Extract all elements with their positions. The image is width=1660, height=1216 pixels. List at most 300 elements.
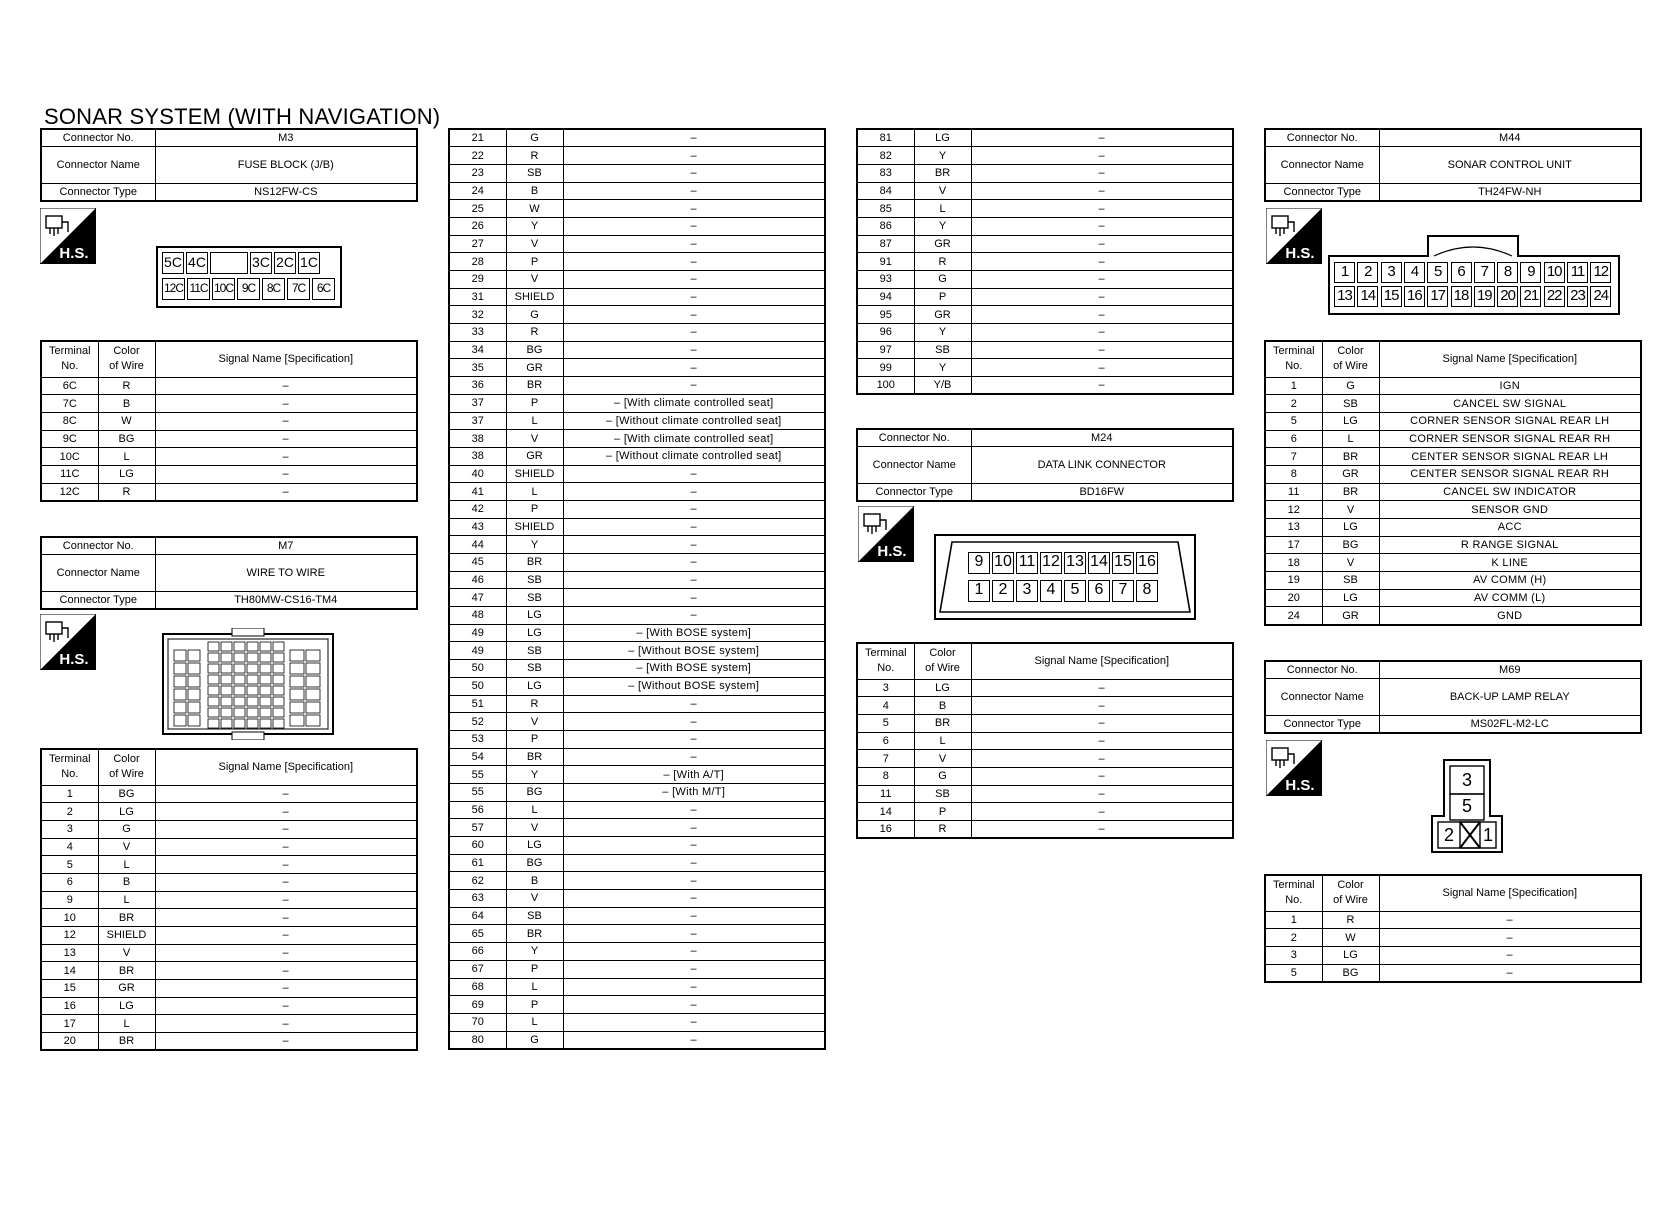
signal-name: – (971, 697, 1233, 715)
table-row (449, 500, 825, 518)
signal-name: GND (1379, 607, 1641, 625)
terminal-no: 93 (857, 271, 914, 289)
signal-name: AV COMM (H) (1379, 572, 1641, 590)
wire-color: P (506, 960, 563, 978)
signal-name: – (563, 748, 825, 766)
terminal-no: 21 (449, 129, 506, 147)
signal-name: – (563, 554, 825, 572)
signal-name: – (1379, 911, 1641, 929)
signal-name: – (563, 147, 825, 165)
terminal-no: 83 (857, 164, 914, 182)
signal-name: – (563, 465, 825, 483)
m44-pin: 24 (1590, 286, 1611, 307)
signal-name: AV COMM (L) (1379, 589, 1641, 607)
wire-color: LG (1322, 589, 1379, 607)
m44-name: SONAR CONTROL UNIT (1379, 147, 1641, 184)
terminal-no: 48 (449, 607, 506, 625)
m69-name: BACK-UP LAMP RELAY (1379, 679, 1641, 716)
m44-pin: 22 (1544, 286, 1565, 307)
m44-pin: 4 (1404, 262, 1425, 283)
signal-name: – [Without climate controlled seat] (563, 447, 825, 465)
signal-name: – (1379, 964, 1641, 982)
terminal-no: 9C (41, 430, 98, 448)
terminal-no: 27 (449, 235, 506, 253)
m3-type: NS12FW-CS (155, 184, 417, 202)
wire-color: BR (506, 748, 563, 766)
m24-pin: 11 (1016, 552, 1038, 574)
table-row (449, 306, 825, 324)
table-row (857, 377, 1233, 395)
signal-name: – (971, 129, 1233, 147)
terminal-no: 19 (1265, 572, 1322, 590)
terminal-no: 9 (41, 891, 98, 909)
table-row (41, 944, 417, 962)
wire-color: P (914, 288, 971, 306)
table-row (1265, 589, 1641, 607)
table-row (857, 217, 1233, 235)
table-row (41, 838, 417, 856)
table-row (449, 571, 825, 589)
terminal-no: 3 (1265, 946, 1322, 964)
terminal-no: 1 (41, 785, 98, 803)
signal-name: – (971, 785, 1233, 803)
wire-color: L (506, 1013, 563, 1031)
signal-name: – (971, 235, 1233, 253)
table-row (449, 412, 825, 430)
wire-color: B (506, 182, 563, 200)
terminal-no: 2 (1265, 929, 1322, 947)
signal-name: – (563, 801, 825, 819)
wire-color: L (506, 412, 563, 430)
signal-name: – (563, 571, 825, 589)
signal-name: ACC (1379, 519, 1641, 537)
wire-color: G (914, 271, 971, 289)
table-row (1265, 412, 1641, 430)
m44-pin: 16 (1404, 286, 1425, 307)
terminal-no: 68 (449, 978, 506, 996)
terminal-no: 36 (449, 377, 506, 395)
terminal-no: 96 (857, 324, 914, 342)
terminal-no: 49 (449, 624, 506, 642)
table-row (449, 907, 825, 925)
signal-name: – (563, 536, 825, 554)
wire-color: L (506, 801, 563, 819)
signal-name: – (563, 359, 825, 377)
table-row (449, 518, 825, 536)
signal-name: CENTER SENSOR SIGNAL REAR LH (1379, 448, 1641, 466)
signal-name: – (563, 960, 825, 978)
terminal-no: 64 (449, 907, 506, 925)
m7-no: M7 (155, 537, 417, 555)
m3-pin: 9C (237, 278, 260, 300)
signal-name: – (971, 359, 1233, 377)
m44-pin: 14 (1357, 286, 1378, 307)
table-row (857, 359, 1233, 377)
table-row (449, 925, 825, 943)
terminal-no: 38 (449, 447, 506, 465)
wire-color: LG (1322, 412, 1379, 430)
terminal-no: 13 (1265, 519, 1322, 537)
wire-color: LG (98, 465, 155, 483)
wire-color: GR (1322, 607, 1379, 625)
m24-connector-diagram (934, 534, 1196, 620)
wire-color: BG (506, 783, 563, 801)
table-row (449, 430, 825, 448)
table-row (449, 730, 825, 748)
terminal-no: 61 (449, 854, 506, 872)
m7-info: Connector No. M7 Connector Name WIRE TO WIRE Connector Type TH80MW-CS16-TM4 (40, 536, 418, 610)
wire-color: Y/B (914, 377, 971, 395)
signal-name: – (563, 607, 825, 625)
wire-color: SHIELD (506, 518, 563, 536)
wire-color: L (1322, 430, 1379, 448)
wire-color: W (506, 200, 563, 218)
signal-name: – (1379, 946, 1641, 964)
wire-color: V (914, 750, 971, 768)
m44-pin: 5 (1427, 262, 1448, 283)
signal-name: – (155, 430, 417, 448)
table-row (857, 271, 1233, 289)
terminal-no: 24 (1265, 607, 1322, 625)
svg-text:H.S.: H.S. (1285, 777, 1315, 794)
m44-terminal-table (1264, 340, 1642, 626)
m24-pin: 6 (1088, 580, 1110, 602)
signal-name: – (563, 978, 825, 996)
table-row (449, 164, 825, 182)
signal-name: – (563, 518, 825, 536)
table-row (41, 927, 417, 945)
terminal-no: 6 (857, 732, 914, 750)
signal-name: – (971, 767, 1233, 785)
signal-name: – (155, 803, 417, 821)
wire-color: Y (914, 324, 971, 342)
wire-color: R (1322, 911, 1379, 929)
table-row (857, 235, 1233, 253)
terminal-no: 32 (449, 306, 506, 324)
wire-color: P (506, 394, 563, 412)
signal-name: – (155, 395, 417, 413)
wire-color-header: Color of Wire (914, 643, 971, 679)
wire-color-header: Color of Wire (98, 341, 155, 377)
signal-name: CANCEL SW SIGNAL (1379, 395, 1641, 413)
signal-name: – (563, 1013, 825, 1031)
wire-color: G (98, 820, 155, 838)
signal-name: – (155, 412, 417, 430)
wire-color: R (506, 695, 563, 713)
wire-color: L (506, 978, 563, 996)
m7-type: TH80MW-CS16-TM4 (155, 592, 417, 610)
m3-pin: 3C (250, 252, 272, 274)
table-row (449, 677, 825, 695)
terminal-no: 4 (41, 838, 98, 856)
signal-name: – (155, 927, 417, 945)
wire-color: V (506, 235, 563, 253)
terminal-no: 63 (449, 890, 506, 908)
m24-name: DATA LINK CONNECTOR (971, 447, 1233, 484)
terminal-no: 2 (1265, 395, 1322, 413)
terminal-no: 23 (449, 164, 506, 182)
terminal-no: 26 (449, 217, 506, 235)
wire-color: BG (506, 854, 563, 872)
wire-color: P (914, 803, 971, 821)
table-row (41, 1015, 417, 1033)
table-row (1265, 483, 1641, 501)
m3-no: M3 (155, 129, 417, 147)
signal-name: – (971, 217, 1233, 235)
signal-name: IGN (1379, 377, 1641, 395)
m3-pin: 12C (162, 278, 185, 300)
table-row (857, 182, 1233, 200)
wire-color: P (506, 730, 563, 748)
table-row (41, 856, 417, 874)
table-row (857, 785, 1233, 803)
m69-pin: 2 (1443, 825, 1454, 845)
m24-pin: 10 (992, 552, 1014, 574)
m24-pin: 7 (1112, 580, 1134, 602)
table-row (857, 306, 1233, 324)
m24-pin: 4 (1040, 580, 1062, 602)
table-row (449, 748, 825, 766)
wire-color: R (506, 324, 563, 342)
table-row (449, 837, 825, 855)
terminal-no-header: Terminal No. (1265, 341, 1322, 377)
wire-color: Y (914, 217, 971, 235)
table-row (1265, 448, 1641, 466)
signal-name: – (563, 288, 825, 306)
signal-name: – (155, 820, 417, 838)
table-header (857, 643, 1233, 679)
m44-pin: 10 (1544, 262, 1565, 283)
m44-pin: 2 (1357, 262, 1378, 283)
terminal-no: 24 (449, 182, 506, 200)
m44-pin: 17 (1427, 286, 1448, 307)
signal-name: – (971, 732, 1233, 750)
table-row (41, 909, 417, 927)
terminal-no: 3 (41, 820, 98, 838)
terminal-no: 43 (449, 518, 506, 536)
wire-color: BR (98, 962, 155, 980)
signal-name: – (563, 1031, 825, 1049)
table-row (41, 891, 417, 909)
signal-name: – (155, 909, 417, 927)
terminal-no: 12 (41, 927, 98, 945)
wire-color-header: Color of Wire (1322, 875, 1379, 911)
table-row (449, 589, 825, 607)
signal-name: – [With M/T] (563, 783, 825, 801)
terminal-no: 50 (449, 677, 506, 695)
signal-name-header: Signal Name [Specification] (155, 749, 417, 785)
wire-color: SB (914, 341, 971, 359)
m44-pin: 12 (1590, 262, 1611, 283)
terminal-no: 25 (449, 200, 506, 218)
terminal-no: 41 (449, 483, 506, 501)
terminal-no: 80 (449, 1031, 506, 1049)
wire-color: BR (1322, 483, 1379, 501)
signal-name: – [With A/T] (563, 766, 825, 784)
signal-name-header: Signal Name [Specification] (1379, 341, 1641, 377)
m3-name: FUSE BLOCK (J/B) (155, 147, 417, 184)
table-row (449, 943, 825, 961)
terminal-no: 40 (449, 465, 506, 483)
m24-pin: 13 (1064, 552, 1086, 574)
signal-name: – (563, 377, 825, 395)
table-row (449, 1031, 825, 1049)
m44-pin: 20 (1497, 286, 1518, 307)
m69-type: MS02FL-M2-LC (1379, 716, 1641, 734)
table-row (857, 679, 1233, 697)
wire-color: GR (914, 306, 971, 324)
wire-color: Y (914, 147, 971, 165)
terminal-no: 37 (449, 412, 506, 430)
wire-color: BR (98, 1033, 155, 1051)
table-row (449, 465, 825, 483)
m24-no: M24 (971, 429, 1233, 447)
terminal-no: 16 (857, 821, 914, 839)
m44-pin: 7 (1474, 262, 1495, 283)
m3-pin: 1C (298, 252, 320, 274)
signal-name: – (1379, 929, 1641, 947)
table-row (857, 253, 1233, 271)
wire-color: LG (506, 607, 563, 625)
m44-no: M44 (1379, 129, 1641, 147)
m69-pin: 5 (1461, 796, 1472, 816)
wire-color: B (506, 872, 563, 890)
wire-color: G (506, 129, 563, 147)
wire-color: BG (506, 341, 563, 359)
wire-color-header: Color of Wire (1322, 341, 1379, 377)
terminal-no: 4 (857, 697, 914, 715)
table-row (449, 324, 825, 342)
wire-color: GR (914, 235, 971, 253)
wire-color: Y (506, 943, 563, 961)
wire-color: Y (506, 536, 563, 554)
terminal-no: 97 (857, 341, 914, 359)
terminal-no: 13 (41, 944, 98, 962)
terminal-no: 7C (41, 395, 98, 413)
terminal-no: 20 (41, 1033, 98, 1051)
terminal-no: 82 (857, 147, 914, 165)
table-row (449, 182, 825, 200)
signal-name: – (563, 271, 825, 289)
wire-color: L (914, 732, 971, 750)
wire-color: GR (506, 447, 563, 465)
table-header (41, 341, 417, 377)
wire-color: GR (98, 980, 155, 998)
terminal-no: 100 (857, 377, 914, 395)
terminal-no: 18 (1265, 554, 1322, 572)
table-row (857, 697, 1233, 715)
table-row (449, 147, 825, 165)
m44-info: Connector No. M44 Connector Name SONAR CONTROL UNIT Connector Type TH24FW-NH (1264, 128, 1642, 202)
signal-name: – [With climate controlled seat] (563, 394, 825, 412)
signal-name: CORNER SENSOR SIGNAL REAR RH (1379, 430, 1641, 448)
terminal-no: 12 (1265, 501, 1322, 519)
terminal-no: 87 (857, 235, 914, 253)
table-row (449, 235, 825, 253)
signal-name-header: Signal Name [Specification] (155, 341, 417, 377)
terminal-no: 49 (449, 642, 506, 660)
terminal-no: 91 (857, 253, 914, 271)
signal-name: – (971, 253, 1233, 271)
table-row (449, 819, 825, 837)
terminal-no: 10C (41, 448, 98, 466)
table-row (41, 820, 417, 838)
table-row (449, 536, 825, 554)
terminal-no: 45 (449, 554, 506, 572)
signal-name: – (563, 164, 825, 182)
terminal-no: 55 (449, 766, 506, 784)
table-row (857, 200, 1233, 218)
m69-pin: 3 (1461, 770, 1472, 790)
signal-name: R RANGE SIGNAL (1379, 536, 1641, 554)
table-row (857, 821, 1233, 839)
table-row (857, 732, 1233, 750)
terminal-no: 44 (449, 536, 506, 554)
m24-pin: 8 (1136, 580, 1158, 602)
table-header (1265, 875, 1641, 911)
terminal-no: 8 (1265, 465, 1322, 483)
m24-pin: 5 (1064, 580, 1086, 602)
table-row (1265, 519, 1641, 537)
table-row (857, 324, 1233, 342)
terminal-no: 67 (449, 960, 506, 978)
harness-side-icon (858, 506, 914, 562)
signal-name: – (971, 750, 1233, 768)
terminal-no: 37 (449, 394, 506, 412)
table-row (449, 217, 825, 235)
signal-name: – (155, 997, 417, 1015)
terminal-no: 14 (41, 962, 98, 980)
terminal-no: 70 (449, 1013, 506, 1031)
table-row (1265, 465, 1641, 483)
terminal-no: 7 (1265, 448, 1322, 466)
signal-name: – (971, 679, 1233, 697)
table-row (41, 803, 417, 821)
m44-pin: 13 (1334, 286, 1355, 307)
terminal-no: 29 (449, 271, 506, 289)
signal-name: – [Without BOSE system] (563, 642, 825, 660)
m44-pin: 1 (1334, 262, 1355, 283)
signal-name: – (563, 730, 825, 748)
terminal-no: 57 (449, 819, 506, 837)
signal-name: – (563, 324, 825, 342)
wire-color: V (506, 713, 563, 731)
signal-name: – (155, 944, 417, 962)
wire-color: LG (1322, 946, 1379, 964)
table-row (41, 962, 417, 980)
wire-color: LG (506, 677, 563, 695)
m24-pin: 3 (1016, 580, 1038, 602)
signal-name: – (155, 1033, 417, 1051)
table-row (41, 430, 417, 448)
signal-name: – (971, 714, 1233, 732)
wire-color: V (506, 271, 563, 289)
wire-color: Y (914, 359, 971, 377)
wire-color: G (506, 306, 563, 324)
wire-color: R (506, 147, 563, 165)
wire-color: BR (506, 925, 563, 943)
wire-color: L (506, 483, 563, 501)
wire-color: V (914, 182, 971, 200)
terminal-no: 28 (449, 253, 506, 271)
m24-info: Connector No. M24 Connector Name DATA LINK CONNECTOR Connector Type BD16FW (856, 428, 1234, 502)
terminal-no: 47 (449, 589, 506, 607)
table-row (449, 872, 825, 890)
terminal-no: 5 (41, 856, 98, 874)
terminal-no: 69 (449, 996, 506, 1014)
signal-name: – [Without BOSE system] (563, 677, 825, 695)
wire-color: LG (914, 679, 971, 697)
